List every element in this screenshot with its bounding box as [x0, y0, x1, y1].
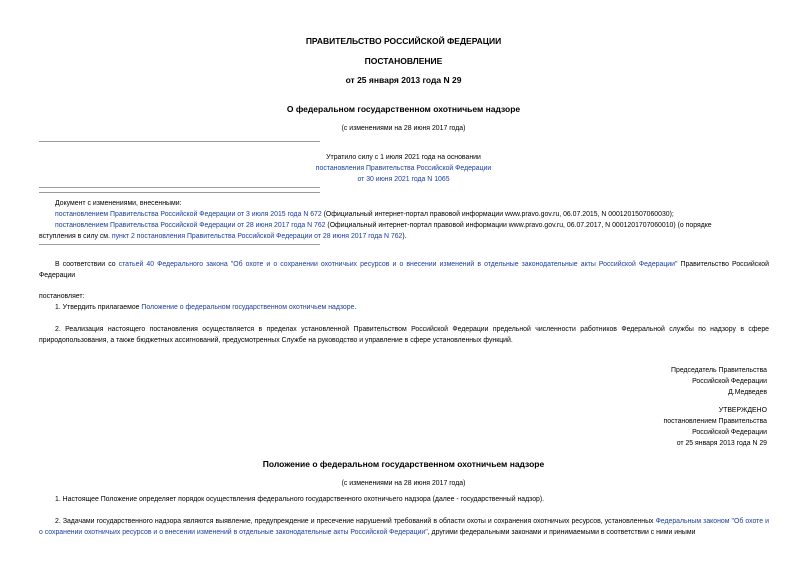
changes-item-2-continued	[39, 232, 407, 242]
body-paragraph-2: 2. Реализация настоящего постановления осуществляется в пределах установленной Правительством Российской Федерации предельной численности работников Федеральной службы по надзору в сфере природопользования, а также бюджетных ассигнований, предусмотренных Службе на руководство и управление в сфере установленных функций.	[39, 326, 769, 344]
status-link-resolution[interactable]: постановления Правительства Российской Федерации	[315, 165, 492, 172]
body-p1-link[interactable]: Положение о федеральном государственном охотничьем надзоре	[141, 304, 355, 311]
header-doc-type: ПОСТАНОВЛЕНИЕ	[364, 56, 443, 66]
regulation-amendments: (с изменениями на 28 июня 2017 года)	[341, 480, 466, 487]
approved-label: УТВЕРЖДЕНО	[718, 407, 767, 414]
regulation-p2-end: , другими федеральными законами и принимаемыми в соответствии с ними иными	[427, 529, 696, 536]
body-paragraph-1	[55, 303, 356, 313]
header-date-number: от 25 января 2013 года N 29	[345, 75, 462, 85]
changes-item-2-cont-end: ).	[402, 233, 407, 240]
preamble	[39, 259, 769, 281]
changes-item-1	[55, 210, 674, 220]
document-amendments: (с изменениями на 28 июня 2017 года)	[341, 125, 466, 132]
changes-item-2-text: (Официальный интернет-портал правовой информации www.pravo.gov.ru, 06.07.2017, N 0001201707060010) (о порядке	[325, 222, 712, 229]
changes-top-rule	[39, 192, 320, 193]
header-org: ПРАВИТЕЛЬСТВО РОССИЙСКОЙ ФЕДЕРАЦИИ	[305, 36, 502, 46]
status-line: Утратило силу с 1 июля 2021 года на основании	[326, 154, 481, 161]
status-bottom-rule	[39, 187, 320, 188]
signature-title-2: Российской Федерации	[692, 378, 767, 385]
approved-line-3: Российской Федерации	[692, 429, 767, 436]
resolves-label: постановляет:	[39, 293, 85, 300]
regulation-paragraph-1: 1. Настоящее Положение определяет порядок осуществления федерального государственного охотничьего надзора (далее - государственный надзор).	[55, 496, 545, 503]
changes-item-1-text: (Официальный интернет-портал правовой информации www.pravo.gov.ru, 06.07.2015, N 0001201507060030);	[321, 211, 674, 218]
preamble-end: Правительство Российской Федерации	[39, 261, 769, 279]
signature-title-1: Председатель Правительства	[671, 367, 767, 374]
document-title: О федеральном государственном охотничьем надзоре	[286, 104, 521, 114]
changes-item-2-link[interactable]: постановлением Правительства Российской Федерации от 28 июня 2017 года N 762	[55, 222, 326, 229]
regulation-p2-link[interactable]: Федеральным законом "Об охоте и о сохранении охотничьих ресурсов и о внесении изменений в отдельные законодательные акты Российской Федерации"	[39, 518, 769, 536]
changes-bottom-rule	[39, 244, 320, 245]
regulation-title: Положение о федеральном государственном охотничьем надзоре	[262, 459, 545, 469]
changes-item-1-link[interactable]: постановлением Правительства Российской Федерации от 3 июля 2015 года N 672	[55, 211, 322, 218]
regulation-paragraph-2	[39, 516, 769, 538]
changes-intro: Документ с изменениями, внесенными:	[55, 200, 182, 207]
changes-item-2-cont-link[interactable]: пункт 2 постановления Правительства Российской Федерации от 28 июня 2017 года N 762	[111, 233, 403, 240]
approved-line-4: от 25 января 2013 года N 29	[676, 440, 767, 447]
body-p1-start: 1. Утвердить прилагаемое	[55, 304, 142, 311]
body-p1-end: .	[354, 304, 357, 311]
preamble-law-link[interactable]: статьей 40 Федерального закона "Об охоте и о сохранении охотничьих ресурсов и о внесении изменений в отдельные законодательные акты Российской Федерации"	[118, 261, 678, 268]
changes-item-2	[55, 221, 712, 231]
changes-item-2-cont-text: вступления в силу см.	[39, 233, 112, 240]
approved-line-2: постановлением Правительства	[663, 418, 767, 425]
preamble-start: В соответствии со	[55, 261, 119, 268]
status-top-rule	[39, 141, 320, 142]
status-link-date[interactable]: от 30 июня 2021 года N 1065	[357, 176, 450, 183]
regulation-p2-start: 2. Задачами государственного надзора являются выявление, предупреждение и пресечение нарушений требований в области охоты и сохранения охотничьих ресурсов, установленных	[55, 518, 656, 525]
signature-name: Д.Медведев	[728, 389, 767, 396]
